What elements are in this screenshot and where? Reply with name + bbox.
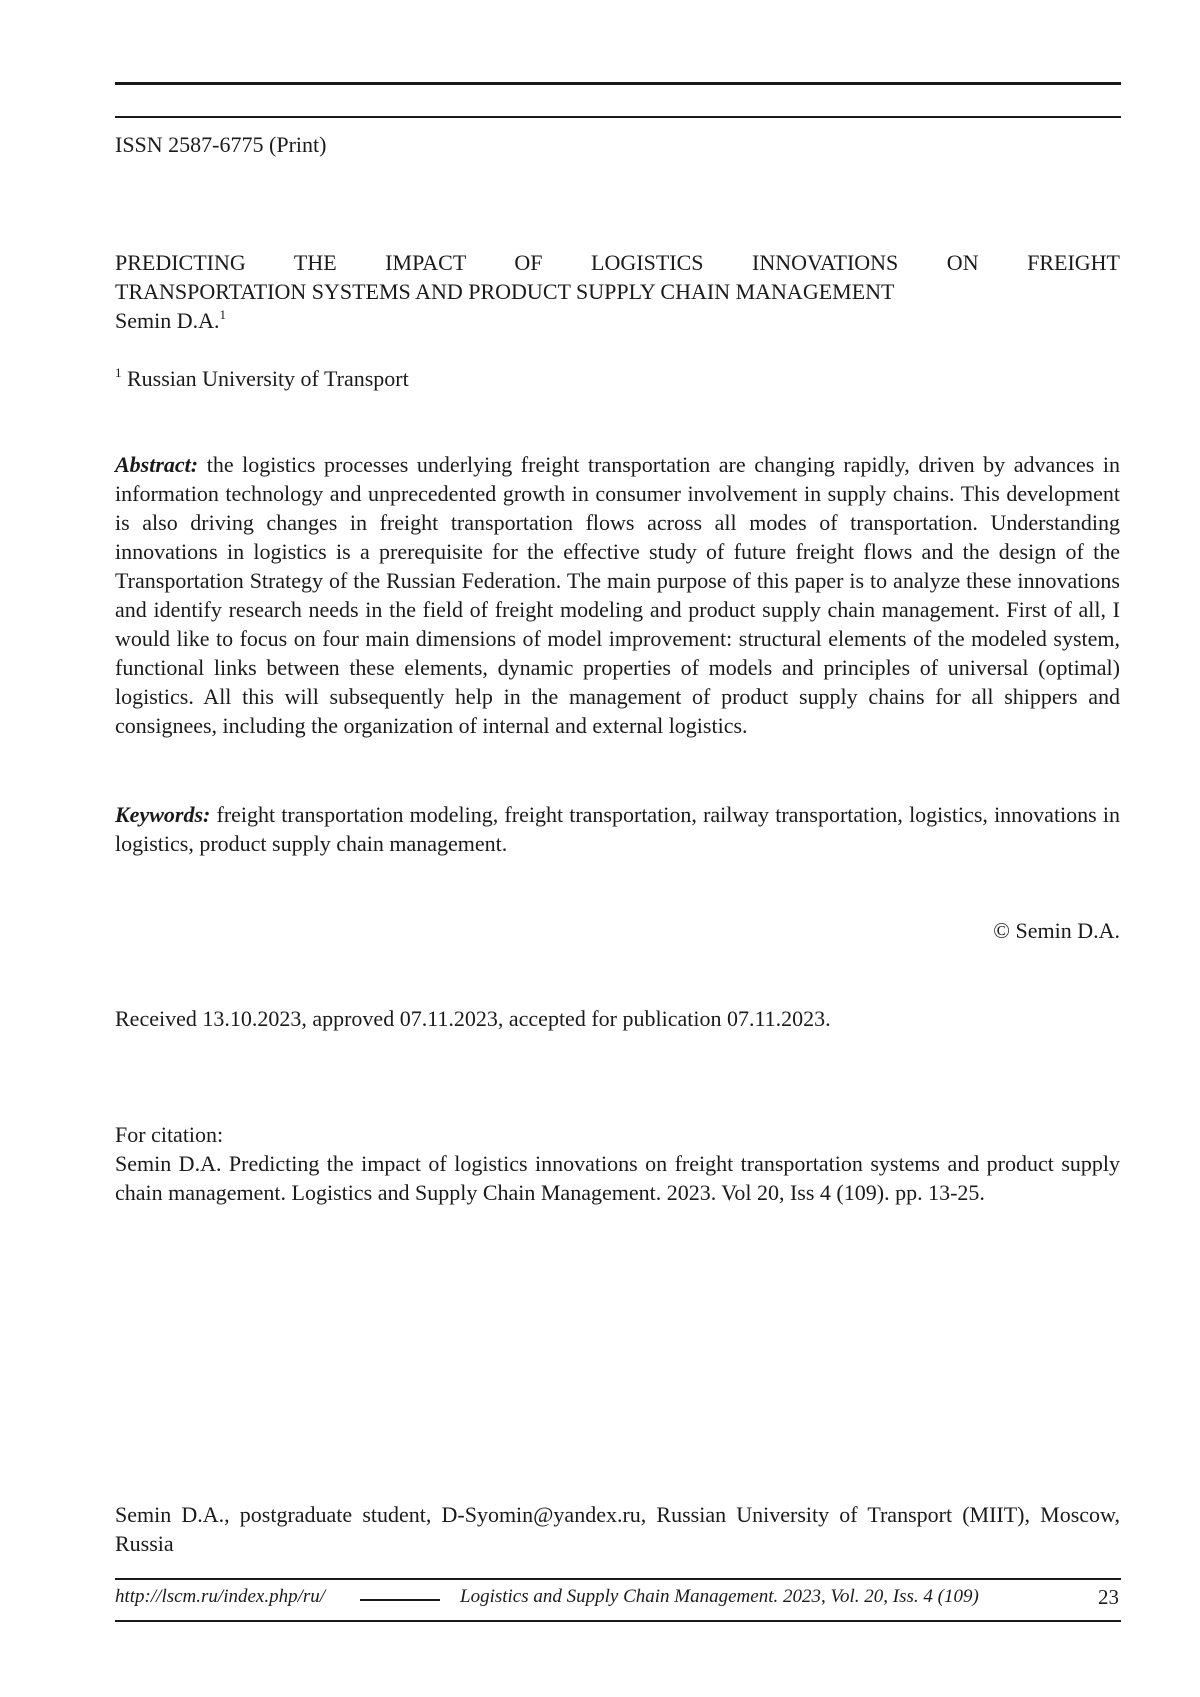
page-footer [115,1578,1121,1622]
page-number: 23 [1098,1585,1119,1609]
header-rule-top [115,82,1121,85]
abstract [115,450,1120,740]
affiliation-line [115,364,1120,393]
article-title [115,248,1120,306]
received-dates: Received 13.10.2023, approved 07.11.2023, accepted for publication 07.11.2023. [115,1006,831,1031]
footer-url-link[interactable]: http://lscm.ru/index.php/ru/ [115,1586,326,1607]
affiliation-name: Russian University of Transport [127,366,409,391]
footer-separator [360,1599,440,1601]
article-title-line-1: PREDICTING THE IMPACT OF LOGISTICS INNOVATIONS ON FREIGHT [115,250,1120,275]
keywords-text: freight transportation modeling, freight transportation, railway transportation, logistics, innovations in logistics, product supply chain management. [115,802,1121,856]
footer-journal-title: Logistics and Supply Chain Management. 2023, Vol. 20, Iss. 4 (109) [460,1586,979,1607]
author-line [115,306,1120,335]
keywords [115,800,1120,858]
affiliation-mark: 1 [115,365,122,380]
issn-line: ISSN 2587-6775 (Print) [115,132,327,157]
abstract-label: Abstract: [115,452,199,477]
author-info: Semin D.A., postgraduate student, D-Syomin@yandex.ru, Russian University of Transport (MIIT), Moscow, Russia [115,1502,1120,1556]
author-affiliation-mark: 1 [219,307,226,322]
copyright-notice: © Semin D.A. [993,918,1120,943]
header-rule-bottom [115,116,1121,118]
abstract-text: the logistics processes underlying freight transportation are changing rapidly, driven by advances in information technology and unprecedented growth in consumer involvement in supply chains. This development is also driving changes in freight transportation flows across all modes of transportation. Understanding innovations in logistics is a prerequisite for the effective study of future freight flows and the design of the Transportation Strategy of the Russian Federation. The main purpose of this paper is to analyze these innovations and identify research needs in the field of freight modeling and product supply chain management. First of all, I would like to focus on four main dimensions of model improvement: structural elements of the modeled system, functional links between these elements, dynamic properties of models and principles of universal (optimal) logistics. All this will subsequently help in the management of product supply chains for all shippers and consignees, including the organization of internal and external logistics. [115,452,1120,738]
keywords-label: Keywords: [115,802,211,827]
author-name: Semin D.A. [115,308,220,333]
citation-label: For citation: [115,1122,224,1147]
article-title-line-2: TRANSPORTATION SYSTEMS AND PRODUCT SUPPLY CHAIN MANAGEMENT [115,279,895,304]
citation-text: Semin D.A. Predicting the impact of logistics innovations on freight transportation systems and product supply chain management. Logistics and Supply Chain Management. 2023. Vol 20, Iss 4 (109). pp. 13-25. [115,1151,1120,1205]
